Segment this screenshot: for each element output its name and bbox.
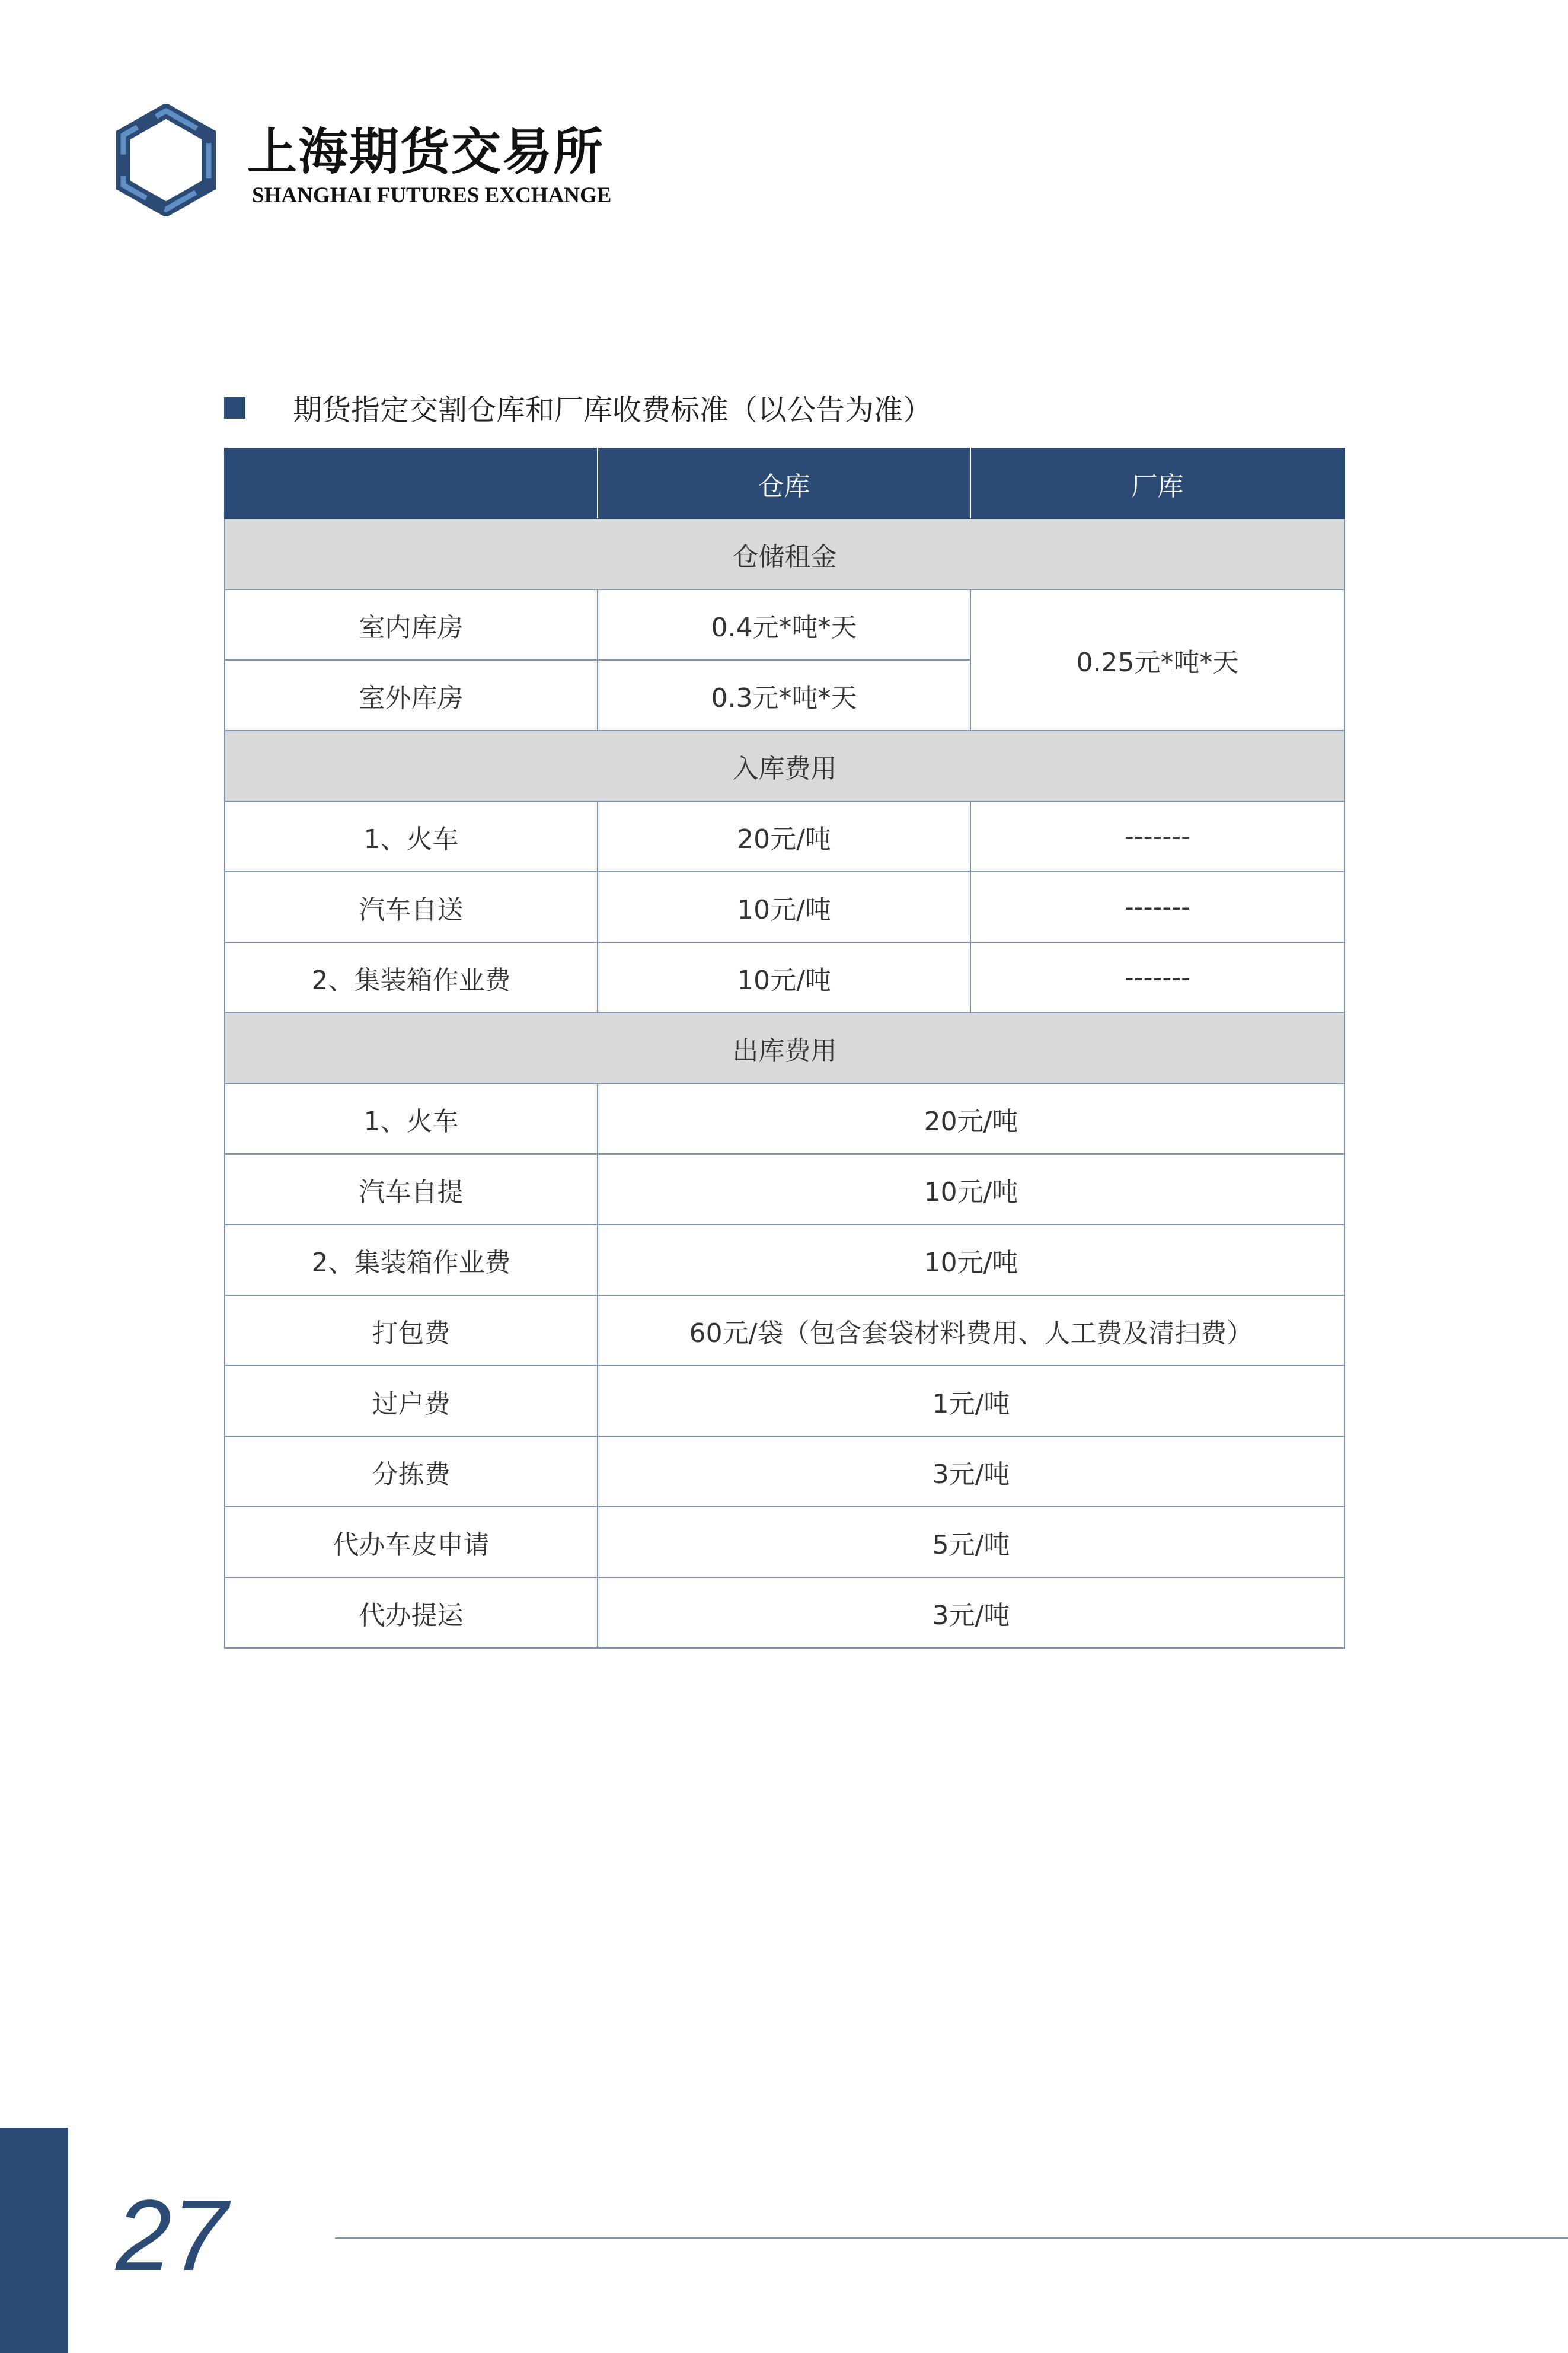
row-label: 室内库房 <box>225 589 598 660</box>
row-label: 2、集装箱作业费 <box>225 942 598 1013</box>
header-cell-item <box>225 448 598 519</box>
logo-chinese-name: 上海期货交易所 <box>247 122 605 181</box>
shfe-logo <box>110 104 612 216</box>
header-cell-factory: 厂库 <box>970 448 1345 519</box>
table-row <box>225 942 1345 1013</box>
section-band-inbound <box>225 731 1345 801</box>
fee-value: 10元/吨 <box>598 1225 1345 1295</box>
table-row <box>225 1225 1345 1295</box>
band-label: 仓储租金 <box>225 519 1345 589</box>
row-label: 打包费 <box>225 1295 598 1366</box>
table-header-row <box>225 448 1345 519</box>
fee-value: 3元/吨 <box>598 1436 1345 1507</box>
fee-value: 5元/吨 <box>598 1507 1345 1577</box>
table-row <box>225 1436 1345 1507</box>
warehouse-value: 0.4元*吨*天 <box>598 589 970 660</box>
table-row <box>225 1507 1345 1577</box>
table-row <box>225 589 1345 660</box>
band-label: 出库费用 <box>225 1013 1345 1083</box>
row-label: 汽车自提 <box>225 1154 598 1225</box>
factory-value: ------- <box>970 942 1345 1013</box>
warehouse-value: 10元/吨 <box>598 942 970 1013</box>
footer-accent-bar <box>0 2128 68 2353</box>
fee-value: 10元/吨 <box>598 1154 1345 1225</box>
fee-value: 1元/吨 <box>598 1366 1345 1436</box>
row-label: 分拣费 <box>225 1436 598 1507</box>
section-heading <box>224 387 932 429</box>
section-title: 期货指定交割仓库和厂库收费标准（以公告为准） <box>293 393 933 427</box>
factory-value: 0.25元*吨*天 <box>970 589 1345 731</box>
header-cell-warehouse: 仓库 <box>598 448 970 519</box>
square-bullet-icon <box>224 397 245 419</box>
warehouse-value: 0.3元*吨*天 <box>598 660 970 731</box>
fee-table <box>224 448 1345 1649</box>
row-label: 1、火车 <box>225 801 598 872</box>
logo-english-name: SHANGHAI FUTURES EXCHANGE <box>252 183 612 208</box>
footer-divider <box>335 2237 1568 2239</box>
row-label: 室外库房 <box>225 660 598 731</box>
table-row <box>225 1154 1345 1225</box>
fee-value: 20元/吨 <box>598 1083 1345 1154</box>
fee-value: 60元/袋（包含套袋材料费用、人工费及清扫费） <box>598 1295 1345 1366</box>
row-label: 2、集装箱作业费 <box>225 1225 598 1295</box>
row-label: 代办车皮申请 <box>225 1507 598 1577</box>
page-number: 27 <box>116 2179 228 2292</box>
table-row <box>225 801 1345 872</box>
band-label: 入库费用 <box>225 731 1345 801</box>
section-band-outbound <box>225 1013 1345 1083</box>
row-label: 1、火车 <box>225 1083 598 1154</box>
table-row <box>225 1295 1345 1366</box>
factory-value: ------- <box>970 872 1345 942</box>
warehouse-value: 10元/吨 <box>598 872 970 942</box>
fee-value: 3元/吨 <box>598 1577 1345 1648</box>
section-band-storage <box>225 519 1345 589</box>
table-row <box>225 872 1345 942</box>
table-row <box>225 1083 1345 1154</box>
shfe-hexagon-logo-icon <box>110 104 222 216</box>
warehouse-value: 20元/吨 <box>598 801 970 872</box>
factory-value: ------- <box>970 801 1345 872</box>
row-label: 汽车自送 <box>225 872 598 942</box>
table-row <box>225 1366 1345 1436</box>
row-label: 代办提运 <box>225 1577 598 1648</box>
table-row <box>225 1577 1345 1648</box>
row-label: 过户费 <box>225 1366 598 1436</box>
